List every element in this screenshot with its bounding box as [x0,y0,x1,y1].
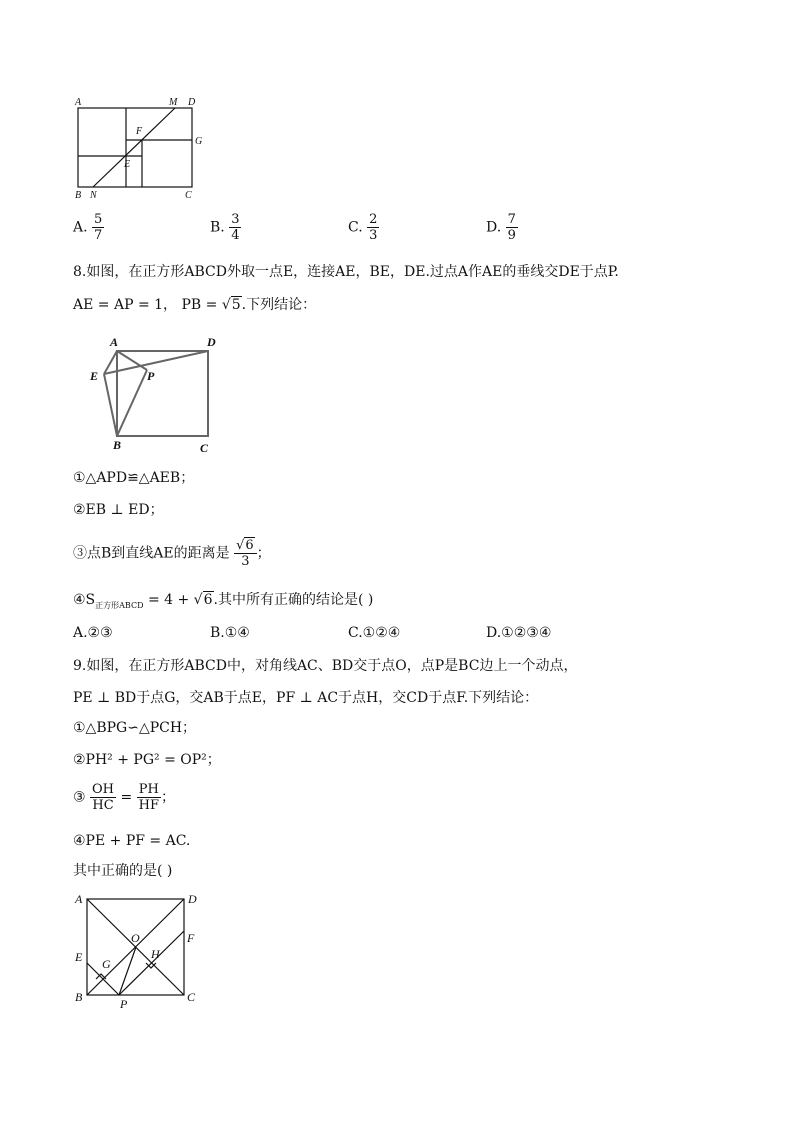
q8-option-d: D.①②③④ [486,625,552,641]
q9-statement-1: ①△BPG∽△PCH； [73,720,197,736]
q7-option-d: D. $\frac{7}{9}$ [486,212,516,243]
q8-statement-2: ②EB ⊥ ED； [73,502,164,518]
q8-stem-line1: 8.如图，在正方形ABCD外取一点E，连接AE，BE，DE.过点A作AE的垂线交DE于点P. [73,264,619,280]
q9-statement-4: ④PE + PF = AC. [73,833,191,849]
fraction: $\frac{3}{4}$ [231,212,240,243]
fig7-label-e: E [124,159,131,170]
q7-option-a: A. $\frac{5}{7}$ [73,212,103,243]
fig9-label-g: G [102,957,111,971]
fig9-label-o: O [131,931,140,945]
q9-stem-line1: 9.如图，在正方形ABCD中，对角线AC、BD交于点O，点P是BC边上一个动点， [73,658,578,674]
fraction: $\frac{OH}{HC}$ [92,782,115,813]
fig9-label-e: E [75,950,83,964]
fig9-label-f: F [187,931,195,945]
fig9-label-a: A [75,892,83,906]
q7-option-b: B. $\frac{3}{4}$ [210,212,240,243]
fig7-label-m: M [169,97,178,108]
fraction: $\frac{PH}{HF}$ [138,782,160,813]
fig7-label-a: A [75,97,82,108]
q7-option-c: C. $\frac{2}{3}$ [348,212,378,243]
q8-statement-1: ①△APD≌△AEB； [73,470,195,486]
fig8-label-c: C [200,441,209,455]
q8-option-a: A.②③ [73,625,113,641]
fig7-label-c: C [185,190,192,201]
q8-option-c: C.①②④ [348,625,401,641]
q9-statement-3: ③ $\frac{OH}{HC}$ = $\frac{PH}{HF}$ ； [73,782,176,813]
fig9-label-b: B [75,990,83,1004]
fraction: $\frac{2}{3}$ [369,212,378,243]
fig9-label-h: H [151,947,160,961]
fig7-label-f: F [136,126,143,137]
fraction: $\frac{√6}{3}$ [234,538,257,569]
fig9-label-d: D [188,892,197,906]
fig8-label-e: E [90,369,99,383]
fig8-label-p: P [147,369,155,383]
fig8-label-d: D [207,335,216,349]
fig8-label-b: B [113,438,122,452]
fig9-label-c: C [187,990,196,1004]
q8-statement-3: ③点B到直线AE的距离是 $\frac{√6}{3}$ ； [73,538,271,569]
fig7-label-b: B [75,190,82,201]
fig7-label-d: D [188,97,196,108]
q9-question: 其中正确的是( ) [73,863,173,879]
q8-statement-4: $④S_{正方形ABCD} = 4 + √6$.其中所有正确的结论是( ) [73,592,374,610]
fraction: $\frac{7}{9}$ [507,212,516,243]
fig9-label-p: P [120,997,128,1011]
q8-stem-line2: AE = AP = 1， PB = √5.下列结论： [73,297,317,313]
fig7-label-g: G [195,136,203,147]
q8-option-b: B.①④ [210,625,250,641]
fraction: $\frac{5}{7}$ [94,212,103,243]
fig7-label-n: N [90,190,97,201]
q9-statement-2: ②PH² + PG² = OP²； [73,752,221,768]
q9-stem-line2: PE ⊥ BD于点G，交AB于点E，PF ⊥ AC于点H，交CD于点F.下列结论： [73,690,539,706]
fig8-label-a: A [110,335,119,349]
